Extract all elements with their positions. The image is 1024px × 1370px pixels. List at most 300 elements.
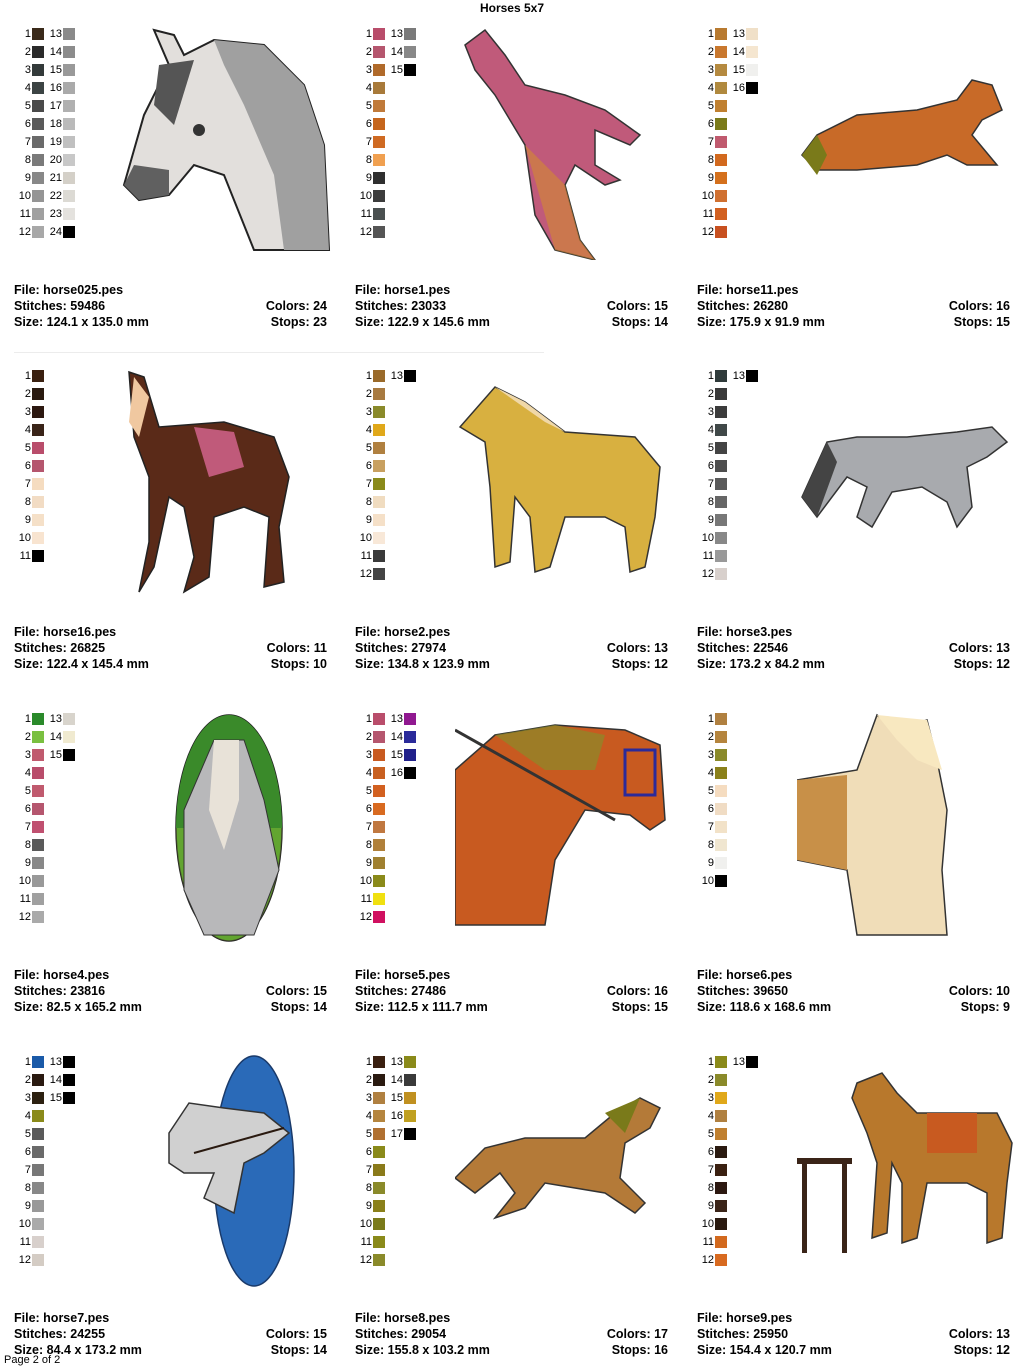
design-card (697, 1053, 1024, 1363)
color-index: 5 (365, 1128, 372, 1140)
trotting-horse-grey-icon (797, 367, 1024, 602)
color-index: 13 (390, 28, 403, 40)
color-swatch (32, 190, 44, 202)
color-index: 4 (24, 1110, 31, 1122)
color-index: 11 (19, 1236, 31, 1248)
palette-row (697, 1179, 758, 1197)
color-swatch (32, 713, 44, 725)
palette-row (355, 385, 416, 403)
file-row-left: File: horse16.pes (14, 625, 117, 639)
palette-row (355, 854, 416, 872)
palette-row (14, 403, 44, 421)
palette-row (697, 529, 758, 547)
color-swatch (404, 46, 416, 58)
color-index: 10 (701, 875, 714, 887)
color-index: 19 (49, 136, 62, 148)
color-swatch (32, 478, 44, 490)
color-index: 2 (365, 46, 372, 58)
color-swatch (715, 208, 727, 220)
color-swatch (32, 1218, 44, 1230)
color-swatch (373, 406, 385, 418)
color-index: 1 (365, 28, 372, 40)
color-index: 12 (359, 568, 372, 580)
file-row-left: File: horse6.pes (697, 968, 793, 982)
palette-row (697, 728, 727, 746)
color-index: 7 (707, 478, 714, 490)
palette-row (355, 1233, 416, 1251)
palette-row (355, 746, 416, 764)
color-swatch (373, 1056, 385, 1068)
palette-row (697, 439, 758, 457)
color-swatch (32, 100, 44, 112)
color-swatch (63, 64, 75, 76)
design-card (14, 25, 344, 335)
color-swatch (373, 1074, 385, 1086)
size-row-right: Stops: 15 (611, 1000, 668, 1014)
color-swatch (63, 190, 75, 202)
color-swatch (373, 442, 385, 454)
color-index: 2 (365, 388, 372, 400)
color-swatch (373, 803, 385, 815)
file-row (697, 1310, 1010, 1326)
palette-row (14, 710, 75, 728)
color-swatch (715, 136, 727, 148)
color-swatch (404, 370, 416, 382)
size-row (14, 656, 327, 672)
color-index: 14 (390, 731, 403, 743)
palette-row (355, 493, 416, 511)
color-index: 2 (24, 1074, 31, 1086)
color-index: 4 (365, 424, 372, 436)
color-index: 2 (365, 731, 372, 743)
size-row-left: Size: 122.4 x 145.4 mm (14, 657, 149, 671)
color-index: 5 (707, 100, 714, 112)
file-row-left: File: horse11.pes (697, 283, 799, 297)
file-row-left: File: horse1.pes (355, 283, 451, 297)
palette-row (14, 61, 75, 79)
palette-row (355, 529, 416, 547)
color-swatch (32, 514, 44, 526)
design-info (697, 1310, 1010, 1358)
stitches-row-left: Stitches: 39650 (697, 984, 789, 998)
color-swatch (32, 370, 44, 382)
file-row-left: File: horse5.pes (355, 968, 451, 982)
palette-row (697, 818, 727, 836)
palette-row (355, 1089, 416, 1107)
color-index: 5 (707, 1128, 714, 1140)
color-swatch (63, 1056, 75, 1068)
color-index: 18 (49, 118, 62, 130)
stitches-row-right: Colors: 13 (948, 641, 1010, 655)
design-info (355, 624, 668, 672)
palette-row (14, 1071, 75, 1089)
color-swatch (32, 1254, 44, 1266)
color-index: 14 (390, 1074, 403, 1086)
color-swatch (715, 154, 727, 166)
palette-row (14, 529, 44, 547)
color-swatch (32, 406, 44, 418)
stitches-row (14, 1326, 327, 1342)
palette-row (14, 187, 75, 205)
color-palette (697, 1053, 758, 1269)
size-row-left: Size: 112.5 x 111.7 mm (355, 1000, 488, 1014)
color-index: 4 (707, 424, 714, 436)
palette-row (697, 169, 758, 187)
color-index: 1 (707, 370, 714, 382)
color-index: 12 (18, 226, 31, 238)
stitches-row-right: Colors: 15 (265, 1327, 327, 1341)
color-index: 10 (359, 1218, 372, 1230)
palette-row (355, 800, 416, 818)
palette-row (355, 151, 416, 169)
palette-row (14, 421, 44, 439)
size-row-left: Size: 175.9 x 91.9 mm (697, 315, 825, 329)
stitches-row-right: Colors: 13 (948, 1327, 1010, 1341)
color-swatch (746, 64, 758, 76)
design-info (697, 624, 1010, 672)
color-swatch (373, 550, 385, 562)
palette-row (14, 872, 75, 890)
palette-row (14, 493, 44, 511)
color-index: 7 (24, 478, 31, 490)
palette-row (697, 764, 727, 782)
palette-row (697, 133, 758, 151)
size-row-left: Size: 84.4 x 173.2 mm (14, 1343, 142, 1357)
color-swatch (63, 713, 75, 725)
color-swatch (715, 1164, 727, 1176)
color-index: 12 (701, 568, 714, 580)
size-row (14, 314, 327, 330)
size-row-left: Size: 154.4 x 120.7 mm (697, 1343, 832, 1357)
palette-row (14, 169, 75, 187)
palette-row (355, 25, 416, 43)
color-index: 3 (24, 64, 31, 76)
color-swatch (32, 893, 44, 905)
color-index: 8 (707, 154, 714, 166)
color-swatch (746, 370, 758, 382)
color-swatch (715, 821, 727, 833)
stitches-row-left: Stitches: 26825 (14, 641, 106, 655)
palette-row (697, 187, 758, 205)
color-swatch (715, 100, 727, 112)
color-index: 3 (24, 1092, 31, 1104)
color-swatch (373, 82, 385, 94)
design-info (355, 1310, 668, 1358)
color-index: 11 (360, 1236, 372, 1248)
palette-row (355, 421, 416, 439)
color-palette (14, 25, 75, 241)
color-swatch (404, 1128, 416, 1140)
palette-row (355, 1179, 416, 1197)
palette-row (14, 854, 75, 872)
jumping-horse-blue-icon (114, 1053, 344, 1288)
color-swatch (715, 550, 727, 562)
size-row-left: Size: 124.1 x 135.0 mm (14, 315, 149, 329)
color-index: 2 (24, 388, 31, 400)
color-swatch (32, 172, 44, 184)
design-card (697, 367, 1024, 677)
size-row (697, 999, 1010, 1015)
color-swatch (32, 911, 44, 923)
color-index: 11 (702, 208, 714, 220)
color-index: 12 (701, 226, 714, 238)
palette-row (355, 1125, 416, 1143)
color-swatch (32, 785, 44, 797)
color-index: 4 (707, 1110, 714, 1122)
palette-row (697, 565, 758, 583)
file-row-left: File: horse025.pes (14, 283, 124, 297)
color-swatch (715, 713, 727, 725)
palette-row (14, 764, 75, 782)
palette-row (355, 61, 416, 79)
stitches-row-left: Stitches: 27974 (355, 641, 447, 655)
color-index: 4 (707, 767, 714, 779)
color-index: 6 (24, 118, 31, 130)
color-index: 8 (365, 154, 372, 166)
color-palette (355, 1053, 416, 1269)
design-card (14, 710, 344, 1020)
size-row-right: Stops: 12 (953, 657, 1010, 671)
color-index: 2 (707, 388, 714, 400)
stitches-row-right: Colors: 15 (265, 984, 327, 998)
palette-row (14, 511, 44, 529)
color-swatch (373, 100, 385, 112)
design-card (14, 1053, 344, 1363)
palette-row (14, 367, 44, 385)
color-swatch (32, 1236, 44, 1248)
color-index: 8 (707, 1182, 714, 1194)
stitches-row-left: Stitches: 24255 (14, 1327, 106, 1341)
stitches-row-left: Stitches: 26280 (697, 299, 789, 313)
page-footer: Page 2 of 2 (4, 1354, 61, 1366)
stitches-row-right: Colors: 16 (606, 984, 668, 998)
color-palette (355, 25, 416, 241)
palette-row (355, 1215, 416, 1233)
palette-row (697, 746, 727, 764)
palette-row (355, 710, 416, 728)
color-swatch (373, 28, 385, 40)
palette-row (14, 782, 75, 800)
color-swatch (404, 767, 416, 779)
palette-row (697, 457, 758, 475)
color-index: 5 (24, 442, 31, 454)
color-index: 8 (365, 839, 372, 851)
color-swatch (63, 226, 75, 238)
color-swatch (373, 64, 385, 76)
color-swatch (373, 911, 385, 923)
color-swatch (32, 496, 44, 508)
palette-row (355, 764, 416, 782)
size-row-right: Stops: 12 (953, 1343, 1010, 1357)
color-index: 3 (24, 749, 31, 761)
palette-row (697, 800, 727, 818)
palette-row (697, 1233, 758, 1251)
stitches-row (14, 983, 327, 999)
color-index: 13 (390, 370, 403, 382)
color-swatch (32, 1092, 44, 1104)
stitches-row-right: Colors: 24 (265, 299, 327, 313)
color-swatch (373, 136, 385, 148)
color-index: 7 (707, 136, 714, 148)
palette-row (355, 79, 416, 97)
color-swatch (715, 1200, 727, 1212)
design-card (697, 710, 1024, 1020)
color-index: 9 (24, 514, 31, 526)
color-index: 9 (24, 857, 31, 869)
color-swatch (32, 532, 44, 544)
size-row-right: Stops: 16 (611, 1343, 668, 1357)
color-swatch (373, 568, 385, 580)
file-row-left: File: horse9.pes (697, 1311, 793, 1325)
stitches-row-right: Colors: 15 (606, 299, 668, 313)
palette-row (697, 854, 727, 872)
color-swatch (32, 1182, 44, 1194)
color-swatch (715, 442, 727, 454)
color-index: 13 (49, 713, 62, 725)
color-swatch (746, 1056, 758, 1068)
color-swatch (373, 821, 385, 833)
color-swatch (373, 839, 385, 851)
color-swatch (373, 731, 385, 743)
color-swatch (715, 1236, 727, 1248)
color-swatch (373, 1110, 385, 1122)
color-index: 16 (390, 767, 403, 779)
color-swatch (715, 1092, 727, 1104)
color-swatch (715, 190, 727, 202)
color-index: 4 (365, 767, 372, 779)
color-index: 11 (702, 1236, 714, 1248)
palette-row (14, 1089, 75, 1107)
color-swatch (32, 64, 44, 76)
color-swatch (715, 460, 727, 472)
color-index: 9 (707, 172, 714, 184)
color-index: 4 (365, 82, 372, 94)
palette-row (14, 1143, 75, 1161)
color-index: 3 (24, 406, 31, 418)
color-index: 6 (24, 460, 31, 472)
palette-row (14, 746, 75, 764)
palette-row (697, 782, 727, 800)
color-index: 2 (707, 1074, 714, 1086)
design-card (355, 710, 685, 1020)
palette-row (697, 1089, 758, 1107)
color-index: 3 (707, 64, 714, 76)
palette-row (355, 1071, 416, 1089)
palette-row (697, 79, 758, 97)
stitches-row (697, 640, 1010, 656)
stitches-row (697, 983, 1010, 999)
palette-row (14, 1179, 75, 1197)
color-swatch (715, 532, 727, 544)
color-swatch (32, 136, 44, 148)
size-row-left: Size: 118.6 x 168.6 mm (697, 1000, 832, 1014)
palette-row (697, 115, 758, 133)
palette-row (14, 547, 44, 565)
color-swatch (32, 1164, 44, 1176)
palette-row (697, 1107, 758, 1125)
color-swatch (63, 100, 75, 112)
palette-row (14, 1251, 75, 1269)
color-palette (14, 710, 75, 926)
size-row-right: Stops: 15 (953, 315, 1010, 329)
color-index: 10 (18, 532, 31, 544)
color-swatch (373, 713, 385, 725)
palette-row (14, 818, 75, 836)
color-swatch (373, 1146, 385, 1158)
color-swatch (32, 857, 44, 869)
file-row-left: File: horse3.pes (697, 625, 793, 639)
palette-row (355, 782, 416, 800)
palette-row (355, 115, 416, 133)
size-row-left: Size: 122.9 x 145.6 mm (355, 315, 490, 329)
color-swatch (715, 46, 727, 58)
color-swatch (715, 406, 727, 418)
color-index: 17 (49, 100, 62, 112)
color-swatch (32, 82, 44, 94)
color-index: 15 (390, 749, 403, 761)
design-card (355, 367, 685, 677)
color-swatch (404, 713, 416, 725)
palette-row (355, 1161, 416, 1179)
color-index: 10 (359, 532, 372, 544)
size-row (355, 1342, 668, 1358)
color-index: 17 (390, 1128, 403, 1140)
size-row-right: Stops: 14 (270, 1343, 327, 1357)
color-index: 14 (49, 1074, 62, 1086)
color-index: 11 (19, 893, 31, 905)
stitches-row-left: Stitches: 25950 (697, 1327, 789, 1341)
page-title: Horses 5x7 (479, 1, 545, 15)
stitches-row-left: Stitches: 27486 (355, 984, 447, 998)
color-swatch (32, 749, 44, 761)
galloping-horse-icon (455, 1053, 685, 1288)
color-swatch (715, 1182, 727, 1194)
palette-row (14, 25, 75, 43)
design-info (14, 624, 327, 672)
color-swatch (373, 749, 385, 761)
palette-row (355, 890, 416, 908)
palette-row (14, 223, 75, 241)
palette-row (355, 1107, 416, 1125)
palette-row (14, 890, 75, 908)
color-index: 3 (365, 1092, 372, 1104)
palette-row (14, 439, 44, 457)
color-swatch (32, 442, 44, 454)
color-index: 1 (24, 713, 31, 725)
file-row (14, 624, 327, 640)
color-index: 5 (24, 785, 31, 797)
palette-row (355, 908, 416, 926)
color-index: 8 (24, 154, 31, 166)
stitches-row-right: Colors: 13 (606, 641, 668, 655)
color-index: 9 (707, 1200, 714, 1212)
color-index: 6 (365, 460, 372, 472)
color-swatch (404, 749, 416, 761)
color-swatch (373, 172, 385, 184)
color-index: 1 (707, 1056, 714, 1068)
color-index: 12 (18, 911, 31, 923)
color-swatch (404, 1074, 416, 1086)
palette-row (14, 1161, 75, 1179)
color-swatch (373, 154, 385, 166)
palette-row (697, 403, 758, 421)
stitches-row-right: Colors: 10 (948, 984, 1010, 998)
design-info (14, 282, 327, 330)
design-info (697, 967, 1010, 1015)
color-index: 10 (701, 532, 714, 544)
color-swatch (373, 190, 385, 202)
palette-row (697, 1161, 758, 1179)
